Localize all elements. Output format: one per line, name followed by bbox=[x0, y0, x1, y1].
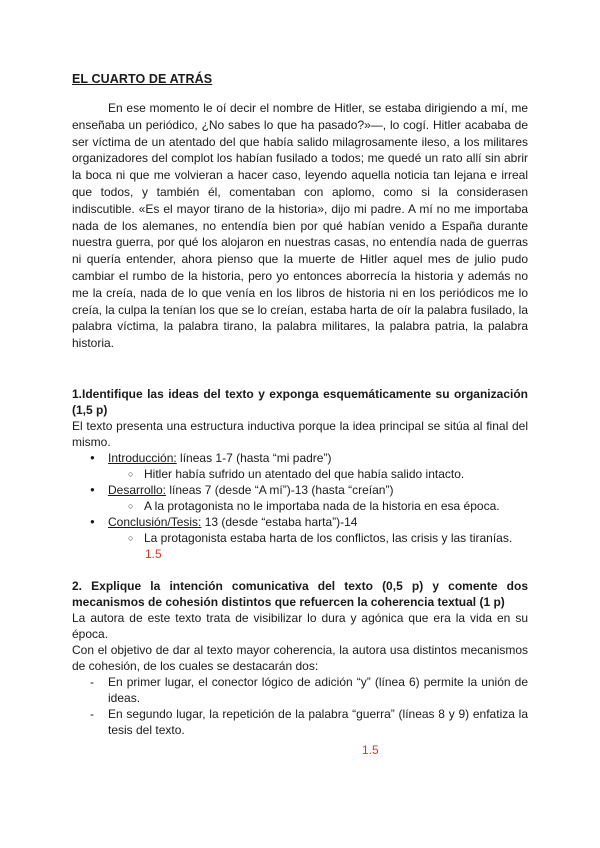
question-2: 2. Explique la intención comunicativa del texto (0,5 p) y comente dos mecanismos de cohesión distintos que refuercen la coherencia textual (1 p) bbox=[72, 578, 528, 609]
item-text: líneas 7 (desde “A mí”)-13 (hasta “creían”) bbox=[166, 482, 394, 497]
document-title: EL CUARTO DE ATRÁS bbox=[72, 72, 213, 86]
q2-paragraph-1: La autora de este texto trata de visibilizar lo dura y agónica que era la vida en su época. bbox=[72, 610, 528, 641]
q2-point-1: - En primer lugar, el conector lógico de adición “y” (línea 6) permite la unión de ideas. bbox=[72, 674, 528, 706]
q2-paragraph-2: Con el objetivo de dar al texto mayor coherencia, la autora usa distintos mecanismos de cohesión, de los cuales se destacarán dos: bbox=[72, 642, 528, 673]
question-1: 1.Identifique las ideas del texto y exponga esquemáticamente su organización (1,5 p) bbox=[72, 386, 528, 417]
sub-list-item: ○ A la protagonista no le importaba nada de la historia en esa época. bbox=[72, 498, 528, 514]
item-label: Conclusión/Tesis: bbox=[108, 514, 202, 529]
item-text: líneas 1-7 (hasta “mi padre”) bbox=[176, 450, 332, 465]
document-page bbox=[72, 72, 528, 758]
q1-structure-list bbox=[72, 450, 528, 546]
q2-grade: 1.5 bbox=[362, 742, 379, 757]
source-passage: En ese momento le oí decir el nombre de Hitler, se estaba dirigiendo a mí, me enseñaba un periódico, ¿No sabes lo que ha pasado?»—, lo cogí. Hitler acababa de ser víctima de un atentado del que había salido milagrosamente ileso, a los militares organizadores del complot los habían fusilado a todos; me quedé un rato allí sin abrir la boca ni que me volvieran a hacer caso, leyendo aquella noticia tan lejana e irreal que todos, y también él, comentaban con aplomo, como si la considerasen indiscutible. «Es el mayor tirano de la historia», dijo mi padre. A mí no me importaba nada de los alemanes, no entendía bien por qué habían venido a España durante nuestra guerra, por qué los alojaron en nuestras casas, no entendía nada de guerras ni quería entender, ahora pienso que la muerte de Hitler aquel mes de julio pudo cambiar el rumbo de la historia, pero yo entonces aborrecía la historia y además no me la creía, nada de lo que venía en los libros de historia ni en los periódicos me lo creía, la culpa la tenían los que se lo creían, estaba harta de oír la palabra fusilado, la palabra víctima, la palabra tirano, la palabra militares, la palabra patria, la palabra historia. bbox=[72, 101, 528, 351]
q1-grade: 1.5 bbox=[145, 546, 162, 561]
list-item bbox=[72, 514, 528, 530]
q1-answer-intro: El texto presenta una estructura inductiva porque la idea principal se sitúa al final del mismo. bbox=[72, 418, 528, 449]
list-item bbox=[72, 450, 528, 466]
item-label: Introducción: bbox=[108, 450, 177, 465]
item-label: Desarrollo: bbox=[108, 482, 167, 497]
list-item bbox=[72, 482, 528, 498]
q2-point-2: - En segundo lugar, la repetición de la palabra “guerra” (líneas 8 y 9) enfatiza la tesis del texto. bbox=[72, 706, 528, 738]
item-text: 13 (desde “estaba harta”)-14 bbox=[201, 514, 358, 529]
sub-list-item: ○ Hitler había sufrido un atentado del que había salido intacto. bbox=[72, 466, 528, 482]
sub-list-item: ○ La protagonista estaba harta de los conflictos, las crisis y las tiranías. bbox=[72, 530, 528, 546]
